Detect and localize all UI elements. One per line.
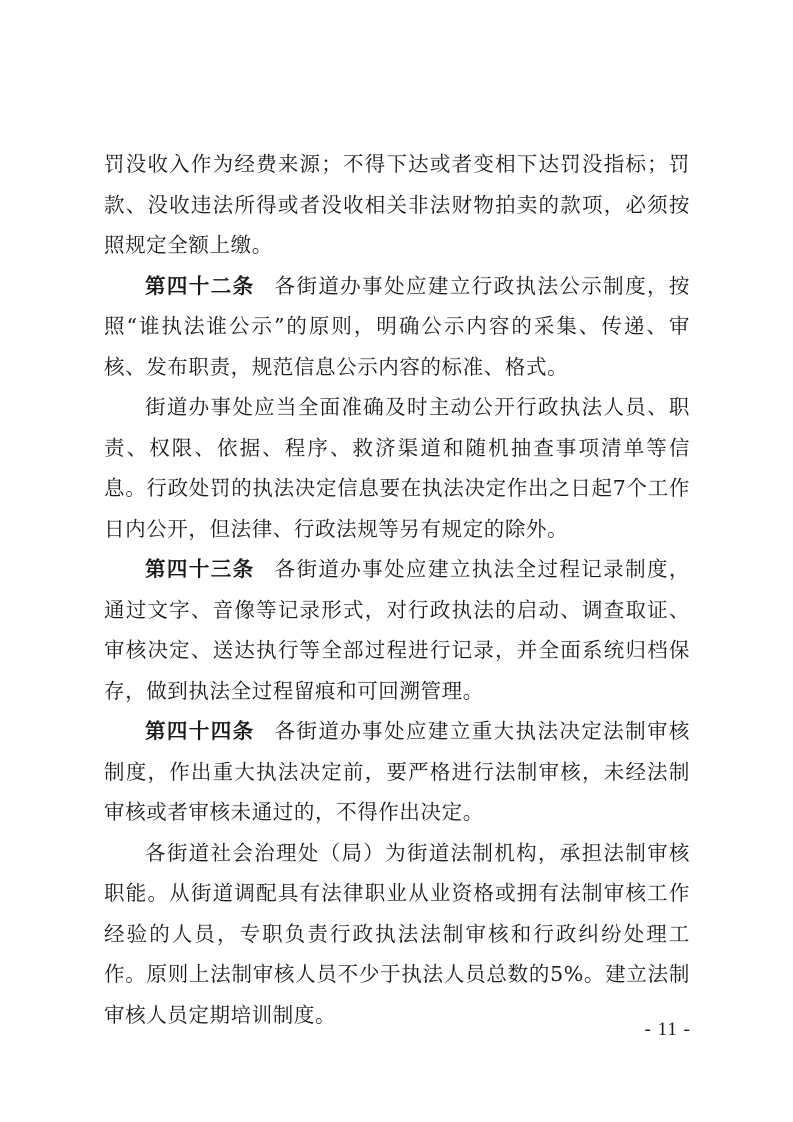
- article-44: [104, 711, 690, 833]
- paragraph-text: 各街道办事处应建立重大执法决定法制审核制度，作出重大执法决定前，要严格进行法制审核，未经法制审核或者审核未通过的，不得作出决定。: [104, 719, 690, 824]
- paragraph-continuation: [104, 144, 690, 266]
- paragraph-text: 街道办事处应当全面准确及时主动公开行政执法人员、职责、权限、依据、程序、救济渠道和随机抽查事项清单等信息。行政处罚的执法决定信息要在执法决定作出之日起7个工作日内公开，但法律、行政法规等另有规定的除外。: [104, 395, 690, 541]
- paragraph-text: 各街道社会治理处（局）为街道法制机构，承担法制审核职能。从街道调配具有法律职业从业资格或拥有法制审核工作经验的人员，专职负责行政执法法制审核和行政纠纷处理工作。原则上法制审核人员不少于执法人员总数的5%。建立法制审核人员定期培训制度。: [104, 840, 690, 1027]
- article-number: 第四十四条: [145, 719, 255, 743]
- paragraph-disclosure: [104, 387, 690, 549]
- paragraph-legal-review: [104, 833, 690, 1036]
- paragraph-text: 罚没收入作为经费来源；不得下达或者变相下达罚没指标；罚款、没收违法所得或者没收相关非法财物拍卖的款项，必须按照规定全额上缴。: [104, 152, 690, 257]
- paragraph-text: 各街道办事处应建立执法全过程记录制度，通过文字、音像等记录形式，对行政执法的启动、调查取证、审核决定、送达执行等全部过程进行记录，并全面系统归档保存，做到执法全过程留痕和可回溯管理。: [104, 557, 690, 703]
- article-number: 第四十二条: [145, 273, 255, 298]
- document-body: [104, 144, 690, 1035]
- article-43: [104, 549, 690, 711]
- page-number: - 11 -: [644, 1019, 691, 1040]
- article-number: 第四十三条: [145, 557, 255, 581]
- article-42: [104, 266, 690, 388]
- paragraph-text: 各街道办事处应建立行政执法公示制度，按照“谁执法谁公示”的原则，明确公示内容的采集、传递、审核、发布职责，规范信息公示内容的标准、格式。: [104, 273, 690, 379]
